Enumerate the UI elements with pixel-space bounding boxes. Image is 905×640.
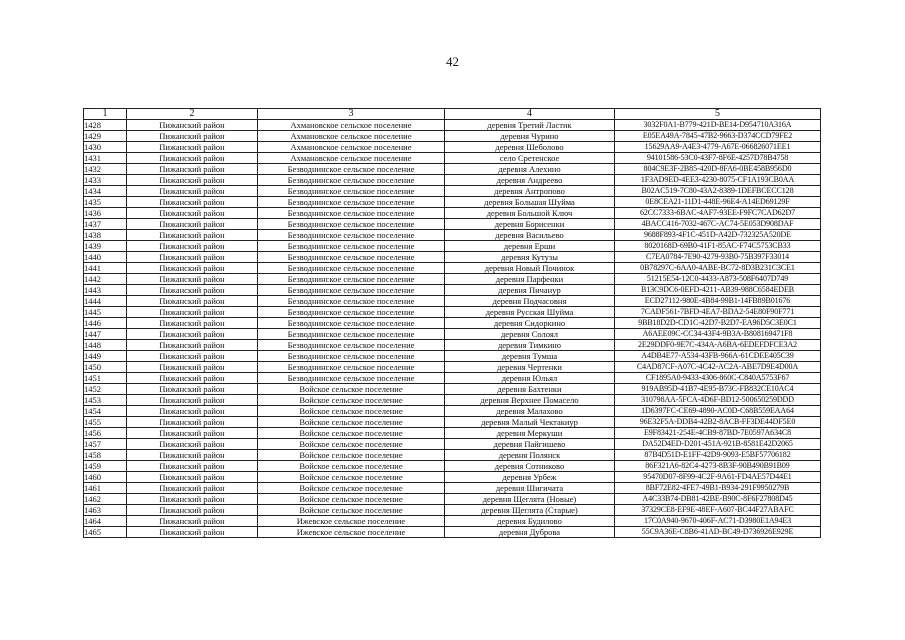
settlement-name: Войское сельское поселение bbox=[258, 461, 445, 472]
table-row bbox=[84, 373, 821, 384]
district-name: Пижанский район bbox=[127, 472, 258, 483]
row-number: 1442 bbox=[84, 274, 127, 285]
guid-code: 94101586-53C0-43F7-8F6E-4257D78B4758 bbox=[615, 153, 821, 164]
district-name: Пижанский район bbox=[127, 417, 258, 428]
settlement-name: Ахмановское сельское поселение bbox=[258, 142, 445, 153]
guid-code: 8020168D-69B0-41F1-85AC-F74C5753CB33 bbox=[615, 241, 821, 252]
column-header-1: 1 bbox=[84, 109, 127, 120]
settlement-name: Безводнинское сельское поселение bbox=[258, 274, 445, 285]
row-number: 1455 bbox=[84, 417, 127, 428]
row-number: 1432 bbox=[84, 164, 127, 175]
guid-code: 37329CE8-EF9E-48EF-A607-BC44F27ABAFC bbox=[615, 505, 821, 516]
district-name: Пижанский район bbox=[127, 516, 258, 527]
table-row bbox=[84, 219, 821, 230]
settlement-name: Ахмановское сельское поселение bbox=[258, 131, 445, 142]
locality-name: деревня Меркуши bbox=[445, 428, 615, 439]
table-row bbox=[84, 131, 821, 142]
guid-code: 62CC7333-6BAC-4AF7-93EE-F9FC7CAD62D7 bbox=[615, 208, 821, 219]
locality-name: деревня Пайгишево bbox=[445, 439, 615, 450]
district-name: Пижанский район bbox=[127, 384, 258, 395]
row-number: 1461 bbox=[84, 483, 127, 494]
table-header-row bbox=[84, 109, 821, 120]
table-row bbox=[84, 241, 821, 252]
row-number: 1430 bbox=[84, 142, 127, 153]
row-number: 1439 bbox=[84, 241, 127, 252]
settlement-name: Войское сельское поселение bbox=[258, 439, 445, 450]
settlement-name: Войское сельское поселение bbox=[258, 450, 445, 461]
settlement-name: Безводнинское сельское поселение bbox=[258, 307, 445, 318]
guid-code: 55C9A36E-C8B6-41AD-BC49-D736926E929E bbox=[615, 527, 821, 538]
column-header-4: 4 bbox=[445, 109, 615, 120]
district-name: Пижанский район bbox=[127, 329, 258, 340]
table-row bbox=[84, 197, 821, 208]
row-number: 1460 bbox=[84, 472, 127, 483]
row-number: 1450 bbox=[84, 362, 127, 373]
district-name: Пижанский район bbox=[127, 164, 258, 175]
guid-code: A4C33B74-DB81-42BE-B90C-8F6F27808D45 bbox=[615, 494, 821, 505]
settlement-registry-table bbox=[83, 108, 821, 538]
guid-code: 95470D07-8F99-4C2F-9A61-FD4AE57D44E1 bbox=[615, 472, 821, 483]
district-name: Пижанский район bbox=[127, 219, 258, 230]
table-row bbox=[84, 384, 821, 395]
locality-name: деревня Юльял bbox=[445, 373, 615, 384]
settlement-name: Войское сельское поселение bbox=[258, 395, 445, 406]
district-name: Пижанский район bbox=[127, 208, 258, 219]
table-row bbox=[84, 252, 821, 263]
row-number: 1434 bbox=[84, 186, 127, 197]
table-row bbox=[84, 208, 821, 219]
settlement-name: Безводнинское сельское поселение bbox=[258, 186, 445, 197]
row-number: 1438 bbox=[84, 230, 127, 241]
row-number: 1436 bbox=[84, 208, 127, 219]
locality-name: деревня Сидоркино bbox=[445, 318, 615, 329]
locality-name: деревня Дуброва bbox=[445, 527, 615, 538]
table-row bbox=[84, 329, 821, 340]
settlement-name: Безводнинское сельское поселение bbox=[258, 351, 445, 362]
guid-code: 0B78297C-6AA0-4ABE-BC72-8D3B231C3CE1 bbox=[615, 263, 821, 274]
settlement-name: Ахмановское сельское поселение bbox=[258, 120, 445, 131]
row-number: 1433 bbox=[84, 175, 127, 186]
settlement-name: Безводнинское сельское поселение bbox=[258, 241, 445, 252]
row-number: 1453 bbox=[84, 395, 127, 406]
table-body bbox=[84, 120, 821, 538]
district-name: Пижанский район bbox=[127, 439, 258, 450]
row-number: 1457 bbox=[84, 439, 127, 450]
row-number: 1443 bbox=[84, 285, 127, 296]
settlement-name: Безводнинское сельское поселение bbox=[258, 373, 445, 384]
row-number: 1435 bbox=[84, 197, 127, 208]
locality-name: деревня Чурино bbox=[445, 131, 615, 142]
row-number: 1454 bbox=[84, 406, 127, 417]
table-row bbox=[84, 483, 821, 494]
district-name: Пижанский район bbox=[127, 494, 258, 505]
column-header-5: 5 bbox=[615, 109, 821, 120]
table-row bbox=[84, 428, 821, 439]
row-number: 1458 bbox=[84, 450, 127, 461]
district-name: Пижанский район bbox=[127, 505, 258, 516]
table-row bbox=[84, 505, 821, 516]
settlement-name: Безводнинское сельское поселение bbox=[258, 219, 445, 230]
table-row bbox=[84, 153, 821, 164]
settlement-name: Ахмановское сельское поселение bbox=[258, 153, 445, 164]
row-number: 1428 bbox=[84, 120, 127, 131]
table-row bbox=[84, 340, 821, 351]
guid-code: ECD27112-980E-4B84-99B1-14FB89B01676 bbox=[615, 296, 821, 307]
locality-name: деревня Шеболово bbox=[445, 142, 615, 153]
row-number: 1441 bbox=[84, 263, 127, 274]
district-name: Пижанский район bbox=[127, 373, 258, 384]
district-name: Пижанский район bbox=[127, 307, 258, 318]
locality-name: деревня Русская Шуйма bbox=[445, 307, 615, 318]
district-name: Пижанский район bbox=[127, 252, 258, 263]
guid-code: 15629AA9-A4E3-4779-A67E-066826071EE1 bbox=[615, 142, 821, 153]
table-row bbox=[84, 296, 821, 307]
locality-name: деревня Солоял bbox=[445, 329, 615, 340]
row-number: 1437 bbox=[84, 219, 127, 230]
guid-code: CF1895A0-9433-4306-860C-C840A5753F67 bbox=[615, 373, 821, 384]
guid-code: 310798AA-5FCA-4D6F-BD12-500650259DDD bbox=[615, 395, 821, 406]
table-row bbox=[84, 263, 821, 274]
locality-name: деревня Щеглята (Новые) bbox=[445, 494, 615, 505]
district-name: Пижанский район bbox=[127, 142, 258, 153]
locality-name: деревня Щеглята (Старые) bbox=[445, 505, 615, 516]
settlement-name: Безводнинское сельское поселение bbox=[258, 197, 445, 208]
row-number: 1459 bbox=[84, 461, 127, 472]
district-name: Пижанский район bbox=[127, 527, 258, 538]
row-number: 1464 bbox=[84, 516, 127, 527]
locality-name: деревня Борисенки bbox=[445, 219, 615, 230]
district-name: Пижанский район bbox=[127, 395, 258, 406]
settlement-name: Войское сельское поселение bbox=[258, 483, 445, 494]
table-row bbox=[84, 494, 821, 505]
guid-code: 1F3AD9ED-4EE3-4230-8075-CF1A193CB0AA bbox=[615, 175, 821, 186]
locality-name: деревня Верхнее Помасело bbox=[445, 395, 615, 406]
locality-name: деревня Подчасовня bbox=[445, 296, 615, 307]
table-row bbox=[84, 362, 821, 373]
district-name: Пижанский район bbox=[127, 175, 258, 186]
locality-name: деревня Алехино bbox=[445, 164, 615, 175]
settlement-name: Войское сельское поселение bbox=[258, 494, 445, 505]
guid-code: 7CADF561-7BFD-4EA7-BDA2-54E80F90F771 bbox=[615, 307, 821, 318]
district-name: Пижанский район bbox=[127, 120, 258, 131]
settlement-name: Безводнинское сельское поселение bbox=[258, 252, 445, 263]
locality-name: деревня Малый Чектакиур bbox=[445, 417, 615, 428]
settlement-name: Безводнинское сельское поселение bbox=[258, 340, 445, 351]
district-name: Пижанский район bbox=[127, 483, 258, 494]
settlement-name: Войское сельское поселение bbox=[258, 472, 445, 483]
row-number: 1463 bbox=[84, 505, 127, 516]
district-name: Пижанский район bbox=[127, 318, 258, 329]
table-row bbox=[84, 142, 821, 153]
table-row bbox=[84, 120, 821, 131]
locality-name: деревня Новый Починок bbox=[445, 263, 615, 274]
guid-code: 17C0A940-9670-406F-AC71-D3980E1A94E3 bbox=[615, 516, 821, 527]
column-header-3: 3 bbox=[258, 109, 445, 120]
settlement-name: Войское сельское поселение bbox=[258, 417, 445, 428]
guid-code: A4DB4E77-A534-43FB-966A-61CDEE405C39 bbox=[615, 351, 821, 362]
guid-code: DA52D4ED-D201-451A-921B-8581E42D2065 bbox=[615, 439, 821, 450]
district-name: Пижанский район bbox=[127, 296, 258, 307]
settlement-name: Войское сельское поселение bbox=[258, 505, 445, 516]
table-row bbox=[84, 439, 821, 450]
guid-code: A6AEE09C-CC34-43F4-9B3A-B808169471F8 bbox=[615, 329, 821, 340]
table-row bbox=[84, 395, 821, 406]
column-header-2: 2 bbox=[127, 109, 258, 120]
guid-code: 8BF72E82-4FE7-49B1-B934-291F9950279B bbox=[615, 483, 821, 494]
guid-code: E9F83421-254E-4CB9-87BD-7E0597A634C8 bbox=[615, 428, 821, 439]
district-name: Пижанский район bbox=[127, 186, 258, 197]
settlement-name: Безводнинское сельское поселение bbox=[258, 164, 445, 175]
locality-name: деревня Сотниково bbox=[445, 461, 615, 472]
district-name: Пижанский район bbox=[127, 351, 258, 362]
settlement-name: Войское сельское поселение bbox=[258, 406, 445, 417]
settlement-name: Безводнинское сельское поселение bbox=[258, 263, 445, 274]
row-number: 1445 bbox=[84, 307, 127, 318]
guid-code: E05EA49A-7845-47B2-9663-D374CCD79FE2 bbox=[615, 131, 821, 142]
row-number: 1440 bbox=[84, 252, 127, 263]
guid-code: 4BACC416-7032-467C-AC74-5E053D908DAF bbox=[615, 219, 821, 230]
guid-code: B02AC519-7C80-43A2-8389-1DEFBCECC128 bbox=[615, 186, 821, 197]
locality-name: деревня Малахово bbox=[445, 406, 615, 417]
settlement-name: Войское сельское поселение bbox=[258, 428, 445, 439]
row-number: 1449 bbox=[84, 351, 127, 362]
table-row bbox=[84, 186, 821, 197]
row-number: 1431 bbox=[84, 153, 127, 164]
locality-name: деревня Ерши bbox=[445, 241, 615, 252]
row-number: 1456 bbox=[84, 428, 127, 439]
settlement-name: Безводнинское сельское поселение bbox=[258, 329, 445, 340]
settlement-name: Безводнинское сельское поселение bbox=[258, 285, 445, 296]
guid-code: 804C9E3F-2B85-420D-8FA6-0BE458B956D0 bbox=[615, 164, 821, 175]
district-name: Пижанский район bbox=[127, 230, 258, 241]
row-number: 1448 bbox=[84, 340, 127, 351]
locality-name: деревня Тумша bbox=[445, 351, 615, 362]
table-row bbox=[84, 351, 821, 362]
locality-name: деревня Антропово bbox=[445, 186, 615, 197]
table-row bbox=[84, 318, 821, 329]
guid-code: 919AB95D-41B7-4E95-B73C-FB832CE10AC4 bbox=[615, 384, 821, 395]
guid-code: C4AD87CF-A07C-4C42-AC2A-ABE7D9E4D00A bbox=[615, 362, 821, 373]
district-name: Пижанский район bbox=[127, 406, 258, 417]
district-name: Пижанский район bbox=[127, 285, 258, 296]
guid-code: 87B4D51D-E1FF-42D9-9093-E5BF57706182 bbox=[615, 450, 821, 461]
guid-code: 9BB18D2D-CD1C-42D7-B2D7-EA96D5C3E0C1 bbox=[615, 318, 821, 329]
table-row bbox=[84, 450, 821, 461]
locality-name: деревня Третий Ластик bbox=[445, 120, 615, 131]
table-row bbox=[84, 472, 821, 483]
district-name: Пижанский район bbox=[127, 274, 258, 285]
locality-name: деревня Большой Ключ bbox=[445, 208, 615, 219]
settlement-name: Ижевское сельское поселение bbox=[258, 516, 445, 527]
page-number: 42 bbox=[446, 54, 459, 69]
guid-code: 96E32F5A-DDB4-42B2-8ACB-FF3DE44DF5E0 bbox=[615, 417, 821, 428]
table-row bbox=[84, 516, 821, 527]
row-number: 1446 bbox=[84, 318, 127, 329]
locality-name: деревня Полянск bbox=[445, 450, 615, 461]
row-number: 1429 bbox=[84, 131, 127, 142]
locality-name: деревня Парфенки bbox=[445, 274, 615, 285]
table-row bbox=[84, 164, 821, 175]
settlement-name: Безводнинское сельское поселение bbox=[258, 318, 445, 329]
row-number: 1452 bbox=[84, 384, 127, 395]
district-name: Пижанский район bbox=[127, 340, 258, 351]
district-name: Пижанский район bbox=[127, 263, 258, 274]
table-row bbox=[84, 285, 821, 296]
district-name: Пижанский район bbox=[127, 450, 258, 461]
locality-name: деревня Большая Шуйма bbox=[445, 197, 615, 208]
table-row bbox=[84, 406, 821, 417]
district-name: Пижанский район bbox=[127, 428, 258, 439]
row-number: 1462 bbox=[84, 494, 127, 505]
district-name: Пижанский район bbox=[127, 362, 258, 373]
locality-name: село Сретенское bbox=[445, 153, 615, 164]
locality-name: деревня Пичанур bbox=[445, 285, 615, 296]
locality-name: деревня Кутузы bbox=[445, 252, 615, 263]
locality-name: деревня Тимкино bbox=[445, 340, 615, 351]
guid-code: C7EA0784-7E90-4279-93B0-75B397F33014 bbox=[615, 252, 821, 263]
settlement-name: Безводнинское сельское поселение bbox=[258, 296, 445, 307]
settlement-name: Войское сельское поселение bbox=[258, 384, 445, 395]
district-name: Пижанский район bbox=[127, 241, 258, 252]
settlement-name: Безводнинское сельское поселение bbox=[258, 230, 445, 241]
locality-name: деревня Урбеж bbox=[445, 472, 615, 483]
settlement-name: Безводнинское сельское поселение bbox=[258, 362, 445, 373]
district-name: Пижанский район bbox=[127, 197, 258, 208]
settlement-name: Безводнинское сельское поселение bbox=[258, 175, 445, 186]
table-row bbox=[84, 417, 821, 428]
table-row bbox=[84, 274, 821, 285]
locality-name: деревня Бахтенки bbox=[445, 384, 615, 395]
table-row bbox=[84, 307, 821, 318]
table-row bbox=[84, 230, 821, 241]
guid-code: B13C9DC6-0EFD-4211-AB39-988C6584EDEB bbox=[615, 285, 821, 296]
guid-code: 2E29DDF0-9E7C-434A-A6BA-6EDEFDFCE3A2 bbox=[615, 340, 821, 351]
guid-code: 3032F0A1-B779-421D-BE14-D954710A316A bbox=[615, 120, 821, 131]
district-name: Пижанский район bbox=[127, 461, 258, 472]
settlement-name: Ижевское сельское поселение bbox=[258, 527, 445, 538]
locality-name: деревня Будилово bbox=[445, 516, 615, 527]
row-number: 1444 bbox=[84, 296, 127, 307]
guid-code: 86F321A6-82C4-4273-8B3F-90B490B91B09 bbox=[615, 461, 821, 472]
guid-code: 0E8CEA21-11D1-448E-96E4-A14ED69129F bbox=[615, 197, 821, 208]
row-number: 1447 bbox=[84, 329, 127, 340]
table-row bbox=[84, 527, 821, 538]
locality-name: деревня Чертенки bbox=[445, 362, 615, 373]
locality-name: деревня Шигичата bbox=[445, 483, 615, 494]
guid-code: 1D6397FC-CE69-4890-AC0D-C68B559EAA64 bbox=[615, 406, 821, 417]
table-row bbox=[84, 461, 821, 472]
table-row bbox=[84, 175, 821, 186]
guid-code: 9688F893-4F1C-451D-A42D-732325A520DE bbox=[615, 230, 821, 241]
locality-name: деревня Васильево bbox=[445, 230, 615, 241]
district-name: Пижанский район bbox=[127, 131, 258, 142]
locality-name: деревня Андреево bbox=[445, 175, 615, 186]
district-name: Пижанский район bbox=[127, 153, 258, 164]
guid-code: 51215E54-12C0-4433-A873-508F6407D749 bbox=[615, 274, 821, 285]
row-number: 1451 bbox=[84, 373, 127, 384]
settlement-name: Безводнинское сельское поселение bbox=[258, 208, 445, 219]
row-number: 1465 bbox=[84, 527, 127, 538]
